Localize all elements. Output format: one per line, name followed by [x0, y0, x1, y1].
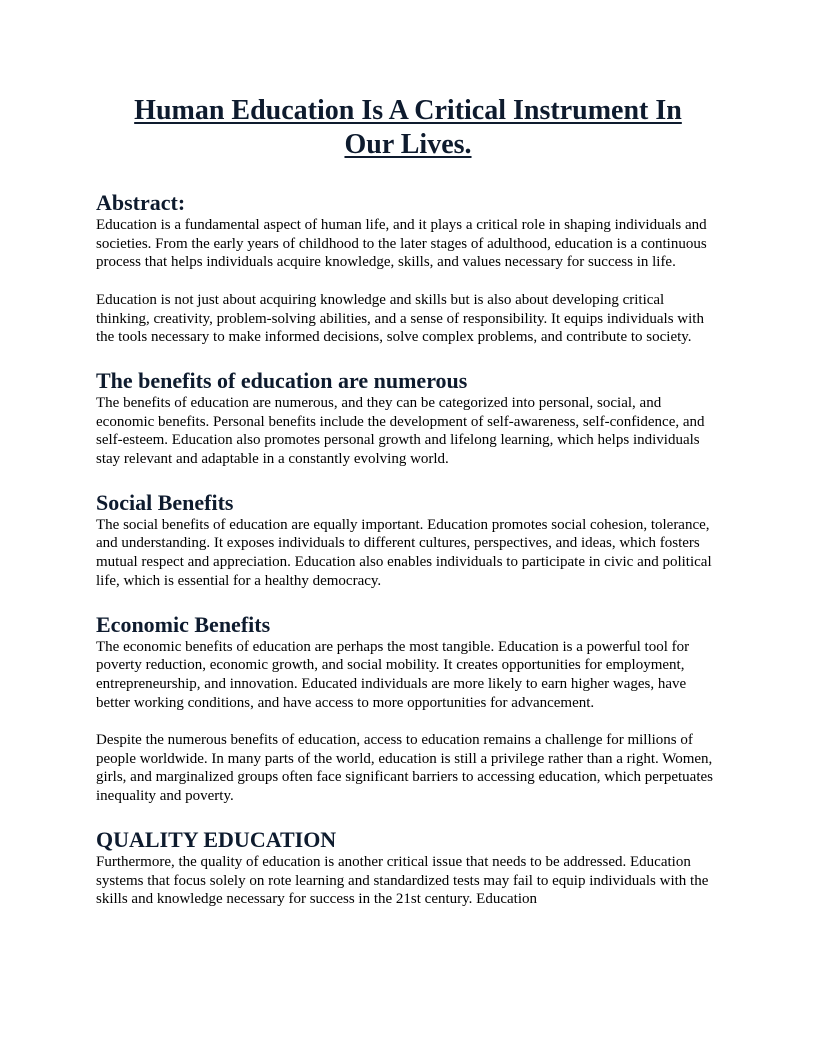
section-quality-education — [96, 827, 720, 909]
section-heading: QUALITY EDUCATION — [96, 826, 337, 852]
paragraph: Despite the numerous benefits of education, access to education remains a challenge for millions of people worldwide. In many parts of the world, education is still a privilege rather than a right. Women, girls, and marginalized groups often face significant barriers to accessing education, which perpetuates inequality and poverty. — [96, 732, 713, 805]
section-heading: Abstract: — [96, 190, 186, 215]
document-title — [96, 94, 720, 162]
paragraph: The social benefits of education are equally important. Education promotes social cohesion, tolerance, and understanding. It exposes individuals to different cultures, perspectives, and ideas, which fosters mutual respect and appreciation. Education also enables individuals to participate in civic and political life, which is essential for a healthy democracy. — [96, 516, 712, 589]
paragraph: Furthermore, the quality of education is another critical issue that needs to be addressed. Education systems that focus solely on rote learning and standardized tests may fail to equip individuals with the skills and knowledge necessary for success in the 21st century. Education — [96, 853, 709, 908]
section-heading: The benefits of education are numerous — [96, 367, 468, 393]
section-abstract — [96, 190, 720, 347]
document-page — [96, 94, 720, 909]
title-line: Human Education Is A Critical Instrument In — [134, 95, 682, 126]
title-line: Our Lives. — [344, 129, 472, 160]
section-economic-benefits — [96, 612, 720, 806]
section-social-benefits — [96, 490, 720, 591]
paragraph: Education is a fundamental aspect of human life, and it plays a critical role in shaping individuals and societies. From the early years of childhood to the later stages of adulthood, education is a continuous process that helps individuals acquire knowledge, skills, and values necessary for success in life. — [96, 217, 707, 271]
paragraph: The economic benefits of education are perhaps the most tangible. Education is a powerful tool for poverty reduction, economic growth, and social mobility. It creates opportunities for employment, entrepreneurship, and innovation. Educated individuals are more likely to earn higher wages, have better working conditions, and have access to more opportunities for advancement. — [96, 638, 690, 711]
section-benefits — [96, 368, 720, 469]
paragraph: Education is not just about acquiring knowledge and skills but is also about developing critical thinking, creativity, problem-solving abilities, and a sense of responsibility. It equips individuals with the tools necessary to make informed decisions, solve complex problems, and contribute to society. — [96, 291, 704, 346]
section-heading: Social Benefits — [96, 489, 234, 515]
section-heading: Economic Benefits — [96, 611, 271, 637]
paragraph: The benefits of education are numerous, and they can be categorized into personal, social, and economic benefits. Personal benefits include the development of self-awareness, self-confidence, and self-esteem. Education also promotes personal growth and lifelong learning, which helps individuals stay relevant and adaptable in a constantly evolving world. — [96, 394, 705, 468]
